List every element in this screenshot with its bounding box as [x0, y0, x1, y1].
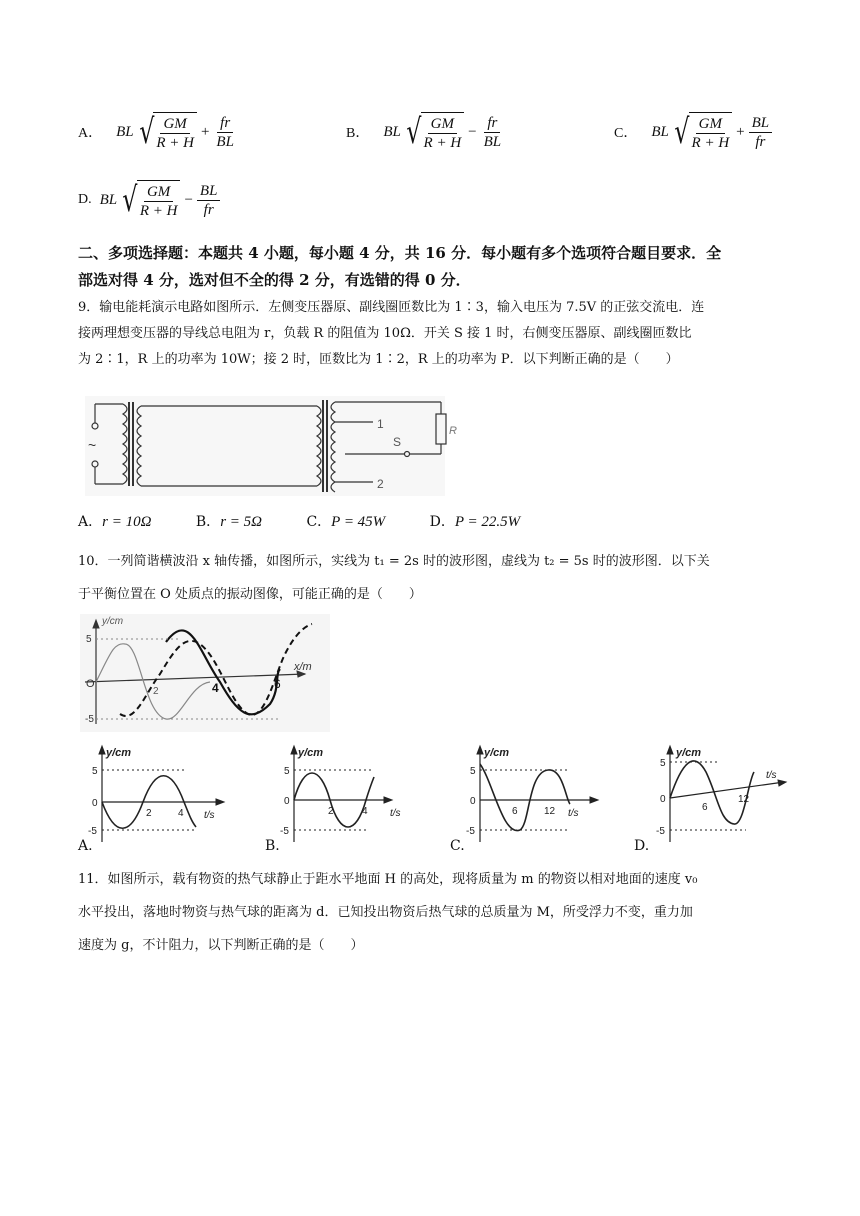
fraction	[213, 114, 237, 151]
tick-2: 12	[738, 794, 750, 805]
origin: 0	[92, 798, 98, 809]
tick-1: 6	[512, 806, 518, 817]
wave-tick-6: 6	[274, 677, 281, 691]
ylabel: y/cm	[298, 747, 324, 759]
xlabel: t/s	[568, 808, 579, 819]
option-label: C．	[614, 126, 638, 141]
option-key: B．	[195, 514, 221, 530]
frac-den: BL	[216, 133, 234, 150]
sqrt-den: R + H	[139, 203, 178, 219]
frac-num: fr	[217, 114, 233, 133]
option-key: C．	[306, 514, 332, 530]
fraction	[197, 182, 221, 219]
option-text: P = 22.5W	[454, 514, 521, 530]
frac-den: fr	[755, 133, 766, 150]
tick-1: 2	[328, 806, 334, 817]
q10-option-c-label: C.	[450, 838, 465, 854]
q9-option-a	[78, 514, 151, 530]
q9-options	[78, 512, 520, 532]
tick-2: 4	[362, 806, 368, 817]
expr-prefix: BL	[99, 191, 118, 208]
frac-num: fr	[484, 114, 500, 133]
q10-option-b-graph	[272, 742, 422, 852]
expr-prefix: BL	[116, 123, 134, 140]
sqrt-expr: √ $\frac{GM}{R + H}$	[136, 112, 197, 152]
y-neg: -5	[88, 826, 97, 837]
sqrt-expr: √ $\frac{GM}{R + H}$	[119, 180, 180, 220]
ac-source-symbol: ~	[88, 437, 97, 453]
sqrt-den: R + H	[423, 135, 462, 151]
xlabel: t/s	[766, 770, 777, 781]
switch-label: S	[393, 435, 402, 449]
tick-1: 6	[702, 802, 708, 813]
section-heading-line1: 二、多项选择题：本题共 4 小题，每小题 4 分，共 16 分．每小题有多个选项符合题目要求．全	[78, 244, 722, 262]
option-text: r = 10Ω	[102, 514, 152, 530]
frac-num: BL	[749, 114, 773, 133]
option-label: D.	[78, 192, 92, 207]
xlabel: t/s	[390, 808, 401, 819]
fraction	[749, 114, 773, 151]
operator: −	[184, 191, 193, 208]
option-b	[346, 112, 504, 152]
wave-xlabel: x/m	[294, 661, 312, 673]
sqrt-den: R + H	[691, 135, 730, 151]
operator: +	[736, 123, 745, 140]
wave-ylabel: y/cm	[102, 616, 124, 627]
frac-den: BL	[483, 133, 502, 150]
option-d	[78, 180, 220, 220]
sqrt-expr: √ $\frac{GM}{R + H}$	[671, 112, 732, 152]
y-pos: 5	[92, 766, 98, 777]
wave-y-pos: 5	[86, 634, 92, 645]
expr-prefix: BL	[651, 123, 669, 140]
q9-line3: 为 2∶1，R 上的功率为 10W；接 2 时，匝数比为 1∶2，R 上的功率为 P．以下判断正确的是（ ）	[78, 352, 679, 367]
y-pos: 5	[284, 766, 290, 777]
tick-1: 2	[146, 808, 152, 819]
wave-y-neg: -5	[85, 714, 94, 725]
option-key: A．	[78, 514, 103, 530]
q10-option-d-label: D.	[634, 838, 650, 854]
option-a	[78, 112, 237, 152]
origin: 0	[470, 796, 476, 807]
q9-line1: 9．输电能耗演示电路如图所示．左侧变压器原、副线圈匝数比为 1∶3，输入电压为 7.5V 的正弦交流电．连	[78, 300, 705, 315]
option-key: D．	[429, 514, 455, 530]
q10-option-a-graph	[80, 742, 230, 852]
y-neg: -5	[656, 826, 665, 837]
tick-2: 4	[178, 808, 184, 819]
terminal-1-label: 1	[377, 417, 384, 431]
ylabel: y/cm	[676, 747, 702, 759]
terminal-2-label: 2	[377, 477, 384, 491]
q11-line1: 11．如图所示，载有物资的热气球静止于距水平地面 H 的高处，现将质量为 m 的物资以相对地面的速度 v₀	[78, 872, 698, 887]
wave-tick-2: 2	[153, 686, 159, 697]
xlabel: t/s	[204, 810, 215, 821]
expr-prefix: BL	[383, 123, 401, 140]
frac-den: fr	[203, 201, 214, 218]
origin: 0	[284, 796, 290, 807]
y-pos: 5	[470, 766, 476, 777]
wave-figure	[80, 614, 330, 732]
q9-line2: 接两理想变压器的导线总电阻为 r，负载 R 的阻值为 10Ω．开关 S 接 1 时，右侧变压器原、副线圈匝数比	[78, 326, 692, 341]
q10-option-d-graph	[648, 742, 798, 852]
sqrt-num: GM	[428, 115, 457, 134]
tick-2: 12	[544, 806, 556, 817]
frac-num: BL	[197, 182, 221, 201]
q10-option-a-label: A.	[78, 838, 93, 854]
q10-option-b-label: B.	[265, 838, 280, 854]
q10-line2: 于平衡位置在 O 处质点的振动图像，可能正确的是（ ）	[78, 587, 422, 602]
section-heading-line2: 部选对得 4 分，选对但不全的得 2 分，有选错的得 0 分．	[78, 271, 471, 289]
q10-line1: 10．一列简谐横波沿 x 轴传播，如图所示，实线为 t₁ = 2s 时的波形图，虚线为 t₂ = 5s 时的波形图．以下关	[78, 554, 710, 569]
transformer-circuit-figure	[85, 396, 457, 496]
sqrt-den: R + H	[156, 135, 194, 151]
y-pos: 5	[660, 758, 666, 769]
q11-line3: 速度为 g，不计阻力，以下判断正确的是（ ）	[78, 938, 364, 953]
sqrt-num: GM	[160, 115, 189, 134]
q9-option-c	[306, 514, 385, 530]
resistor-label: R	[449, 425, 457, 437]
option-text: r = 5Ω	[220, 514, 262, 530]
ylabel: y/cm	[484, 747, 510, 759]
sqrt-expr: √ $\frac{GM}{R + H}$	[403, 112, 464, 152]
option-text: P = 45W	[331, 514, 386, 530]
operator: −	[468, 123, 477, 140]
wave-tick-4: 4	[212, 681, 219, 695]
option-label: A．	[78, 126, 103, 141]
ylabel: y/cm	[106, 747, 132, 759]
q9-option-d	[430, 514, 521, 530]
y-neg: -5	[466, 826, 475, 837]
sqrt-num: GM	[144, 183, 173, 202]
q9-option-b	[196, 514, 262, 530]
sqrt-num: GM	[696, 115, 725, 134]
fraction	[481, 114, 505, 151]
option-c	[614, 112, 772, 152]
wave-origin: O	[86, 678, 95, 690]
y-neg: -5	[280, 826, 289, 837]
q11-line2: 水平投出，落地时物资与热气球的距离为 d．已知投出物资后热气球的总质量为 M，所受浮力不变，重力加	[78, 905, 693, 920]
option-label: B．	[346, 126, 370, 141]
q10-option-c-graph	[458, 742, 608, 852]
origin: 0	[660, 794, 666, 805]
operator: +	[200, 123, 210, 140]
